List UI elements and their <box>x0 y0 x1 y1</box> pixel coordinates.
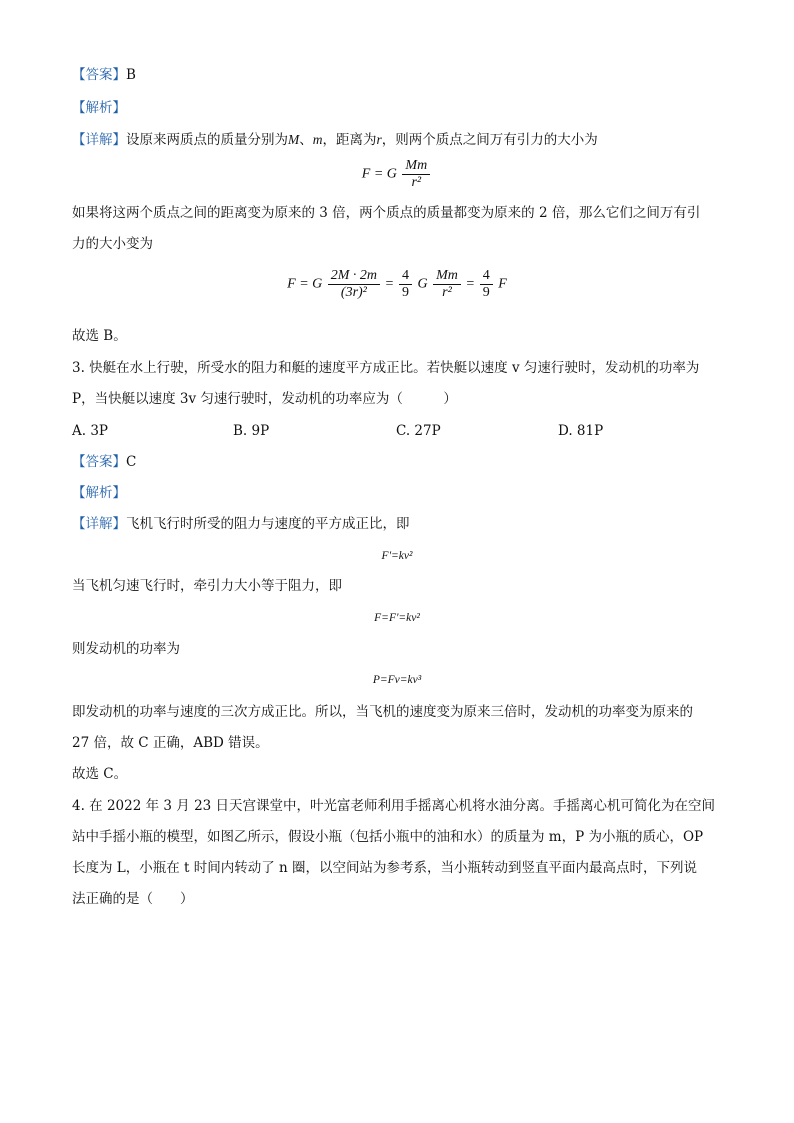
formula2-num3: Mm <box>433 268 461 285</box>
para3-line2: 27 倍，故 C 正确，ABD 错误。 <box>72 735 269 751</box>
formula2-den2: 9 <box>401 285 409 300</box>
q4-line3: 长度为 L，小瓶在 t 时间内转动了 n 圈，以空间站为参考系，当小瓶转动到竖直平面内最高点时，下列说 <box>72 860 698 876</box>
formula2-g: G <box>417 276 428 292</box>
choose-line-3: 故选 C。 <box>72 766 128 782</box>
q4-line4: 法正确的是（ ） <box>72 891 194 907</box>
answer-line-1 <box>72 65 136 85</box>
detail-line-1 <box>72 130 598 150</box>
formula2-den3: r² <box>442 285 452 300</box>
formula-gravity <box>0 158 794 191</box>
formula2-den4: 9 <box>482 285 490 300</box>
q3-line2: P，当快艇以速度 3v 匀速行驶时，发动机的功率应为（ ） <box>72 391 457 407</box>
var-r: r <box>376 132 382 147</box>
detail-text-c: ，则两个质点之间万有引力的大小为 <box>381 132 598 148</box>
detail-text: 飞机飞行时所受的阻力与速度的平方成正比，即 <box>126 516 410 532</box>
formula2-frac1 <box>328 268 380 301</box>
detail-text-a: 设原来两质点的质量分别为 <box>126 132 288 148</box>
choose-line-1: 故选 B。 <box>72 328 127 344</box>
formula1-num: Mm <box>402 158 430 175</box>
eq-resistance: F'=kv² <box>381 550 413 562</box>
answer-value: C <box>126 454 137 470</box>
q3-option-a: A. 3P <box>72 423 109 439</box>
formula2-den1: (3r)² <box>340 285 367 300</box>
answer-tag: 【答案】 <box>72 67 126 83</box>
formula2-frac4 <box>480 268 493 301</box>
eq-traction: F=F'=kv² <box>374 612 420 624</box>
detail-tag: 【详解】 <box>72 516 126 532</box>
var-m: m <box>312 132 323 147</box>
q4-line2: 站中手摇小瓶的模型，如图乙所示，假设小瓶（包括小瓶中的油和水）的质量为 m，P 为小瓶的质心，OP <box>72 829 704 845</box>
formula2-num4: 4 <box>480 268 493 285</box>
text-power: 则发动机的功率为 <box>72 641 180 657</box>
analysis-tag-1: 【解析】 <box>72 100 126 116</box>
para1-line2: 力的大小变为 <box>72 236 153 252</box>
formula2-num2: 4 <box>399 268 412 285</box>
detail-text-b: ，距离为 <box>322 132 377 148</box>
formula1-den: r² <box>411 175 422 190</box>
var-M: M <box>288 132 300 147</box>
answer-value: B <box>126 67 136 83</box>
q3-option-c: C. 27P <box>396 423 441 439</box>
formula2-frac3 <box>433 268 461 301</box>
detail-line-3 <box>72 514 410 534</box>
answer-tag: 【答案】 <box>72 454 126 470</box>
analysis-tag-3: 【解析】 <box>72 485 126 501</box>
formula1-frac <box>402 158 430 191</box>
sep: 、 <box>299 132 313 148</box>
para1-line1: 如果将这两个质点之间的距离变为原来的 3 倍，两个质点的质量都变为原来的 2 倍，那么它们之间万有引 <box>72 205 701 221</box>
formula2-eq2: = <box>466 276 475 292</box>
formula1-lhs: F = G <box>361 166 397 182</box>
q3-option-b: B. 9P <box>233 423 270 439</box>
formula2-lhs: F = G <box>287 276 323 292</box>
formula-gravity-new <box>0 268 794 301</box>
q3-line1: 3. 快艇在水上行驶，所受水的阻力和艇的速度平方成正比。若快艇以速度 v 匀速行驶时，发动机的功率为 <box>72 360 700 376</box>
formula2-rhs: F <box>498 276 507 292</box>
q3-option-d: D. 81P <box>558 423 604 439</box>
answer-line-3 <box>72 452 136 472</box>
q4-line1: 4. 在 2022 年 3 月 23 日天宫课堂中，叶光富老师利用手摇离心机将水油分离。手摇离心机可简化为在空间 <box>72 798 716 814</box>
para3-line1: 即发动机的功率与速度的三次方成正比。所以，当飞机的速度变为原来三倍时，发动机的功率变为原来的 <box>72 704 693 720</box>
text-uniform-flight: 当飞机匀速飞行时，牵引力大小等于阻力，即 <box>72 578 342 594</box>
formula2-frac2 <box>399 268 412 301</box>
detail-tag: 【详解】 <box>72 132 126 148</box>
formula2-num1: 2M · 2m <box>328 268 380 285</box>
formula2-eq1: = <box>385 276 394 292</box>
eq-power: P=Fv=kv³ <box>372 674 422 686</box>
